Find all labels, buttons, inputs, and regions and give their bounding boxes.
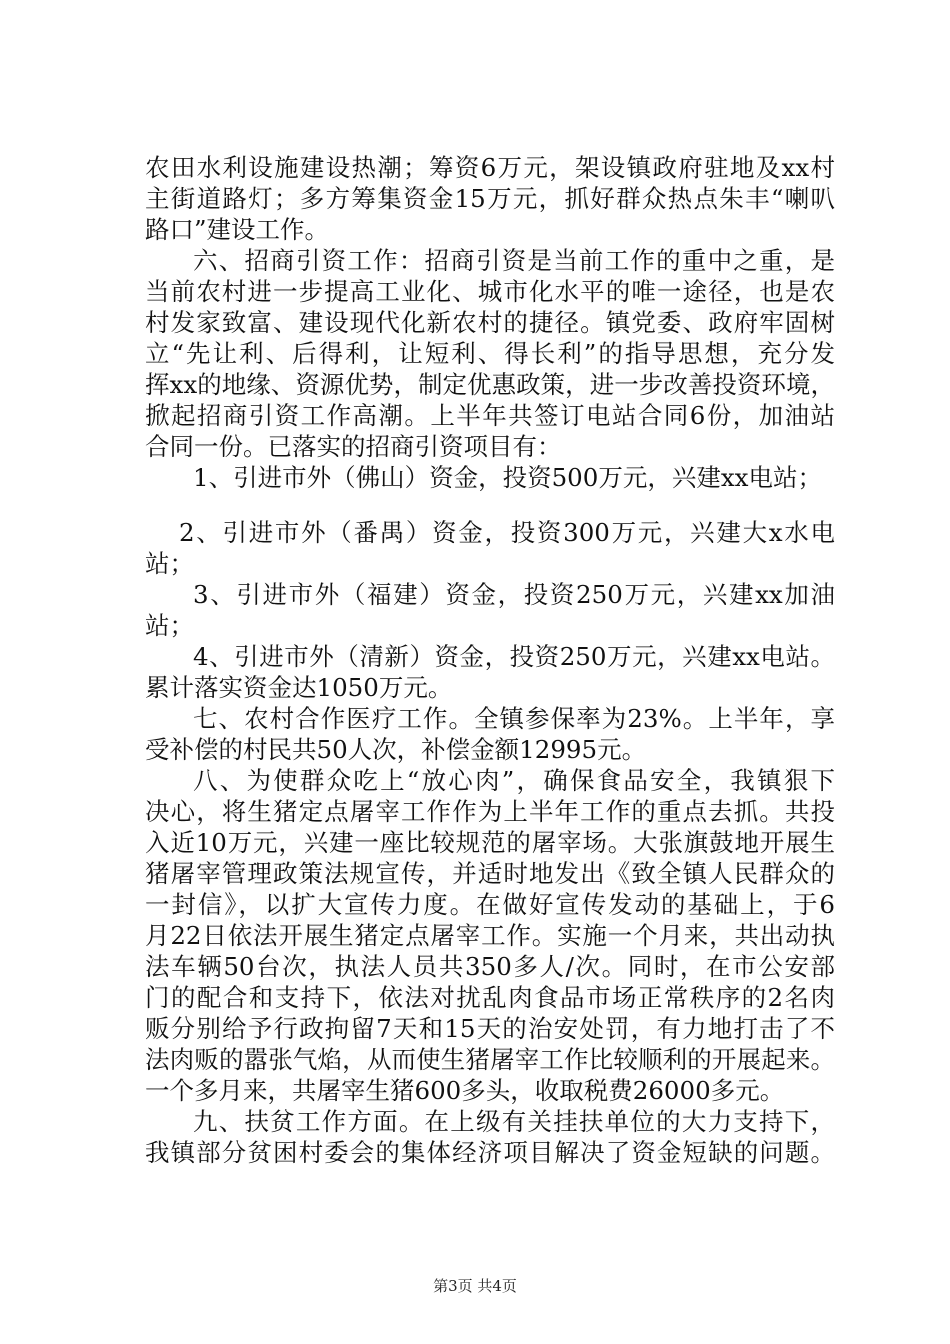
document-body	[145, 152, 835, 1168]
paragraph-gap	[145, 493, 835, 517]
text-line: 法车辆50台次，执法人员共350多人/次。同时，在市公安部	[145, 952, 835, 981]
text-line: 挥xx的地缘、资源优势，制定优惠政策，进一步改善投资环境，	[145, 370, 835, 399]
text-line: 月22日依法开展生猪定点屠宰工作。实施一个月来，共出动执	[145, 921, 835, 950]
text-line: 法肉贩的嚣张气焰，从而使生猪屠宰工作比较顺利的开展起来。	[145, 1045, 835, 1074]
text-line: 六、招商引资工作：招商引资是当前工作的重中之重，是	[193, 246, 835, 275]
text-line: 门的配合和支持下，依法对扰乱肉食品市场正常秩序的2名肉	[145, 983, 835, 1012]
text-line: 一个多月来，共屠宰生猪600多头，收取税费26000多元。	[145, 1076, 785, 1105]
text-line: 累计落实资金达1050万元。	[145, 673, 453, 702]
text-line: 1、引进市外（佛山）资金，投资500万元，兴建xx电站；	[193, 463, 822, 492]
text-line: 决心，将生猪定点屠宰工作作为上半年工作的重点去抓。共投	[145, 797, 835, 826]
text-line: 猪屠宰管理政策法规宣传，并适时地发出《致全镇人民群众的	[145, 859, 835, 888]
text-line: 掀起招商引资工作高潮。上半年共签订电站合同6份，加油站	[145, 401, 835, 430]
text-line: 贩分别给予行政拘留7天和15天的治安处罚，有力地打击了不	[145, 1014, 835, 1043]
text-line: 一封信》，以扩大宣传力度。在做好宣传发动的基础上，于6	[145, 890, 835, 919]
text-line: 七、农村合作医疗工作。全镇参保率为23%。上半年，享	[193, 704, 835, 733]
text-line: 八、为使群众吃上“放心肉”，确保食品安全，我镇狠下	[193, 766, 835, 795]
text-line: 村发家致富、建设现代化新农村的捷径。镇党委、政府牢固树	[145, 308, 835, 337]
page-number: 第3页 共4页	[433, 1277, 517, 1295]
text-line: 九、扶贫工作方面。在上级有关挂扶单位的大力支持下，	[193, 1107, 835, 1136]
text-line: 农田水利设施建设热潮；筹资6万元，架设镇政府驻地及xx村	[145, 153, 835, 182]
text-line: 站；	[145, 549, 194, 578]
text-line: 当前农村进一步提高工业化、城市化水平的唯一途径，也是农	[145, 277, 835, 306]
text-line: 4、引进市外（清新）资金，投资250万元，兴建xx电站。	[193, 642, 835, 671]
text-line: 入近10万元，兴建一座比较规范的屠宰场。大张旗鼓地开展生	[145, 828, 835, 857]
text-line: 主街道路灯；多方筹集资金15万元，抓好群众热点朱丰“喇叭	[145, 184, 835, 213]
text-line: 我镇部分贫困村委会的集体经济项目解决了资金短缺的问题。	[145, 1138, 835, 1167]
text-line: 合同一份。已落实的招商引资项目有：	[145, 432, 562, 461]
text-line: 3、引进市外（福建）资金，投资250万元，兴建xx加油	[193, 580, 835, 609]
text-line: 站；	[145, 611, 194, 640]
text-line: 立“先让利、后得利，让短利、得长利”的指导思想，充分发	[145, 339, 835, 368]
text-line: 路口”建设工作。	[145, 215, 330, 244]
text-line: 2、引进市外（番禺）资金，投资300万元，兴建大x水电	[179, 518, 835, 547]
text-line: 受补偿的村民共50人次，补偿金额12995元。	[145, 735, 647, 764]
